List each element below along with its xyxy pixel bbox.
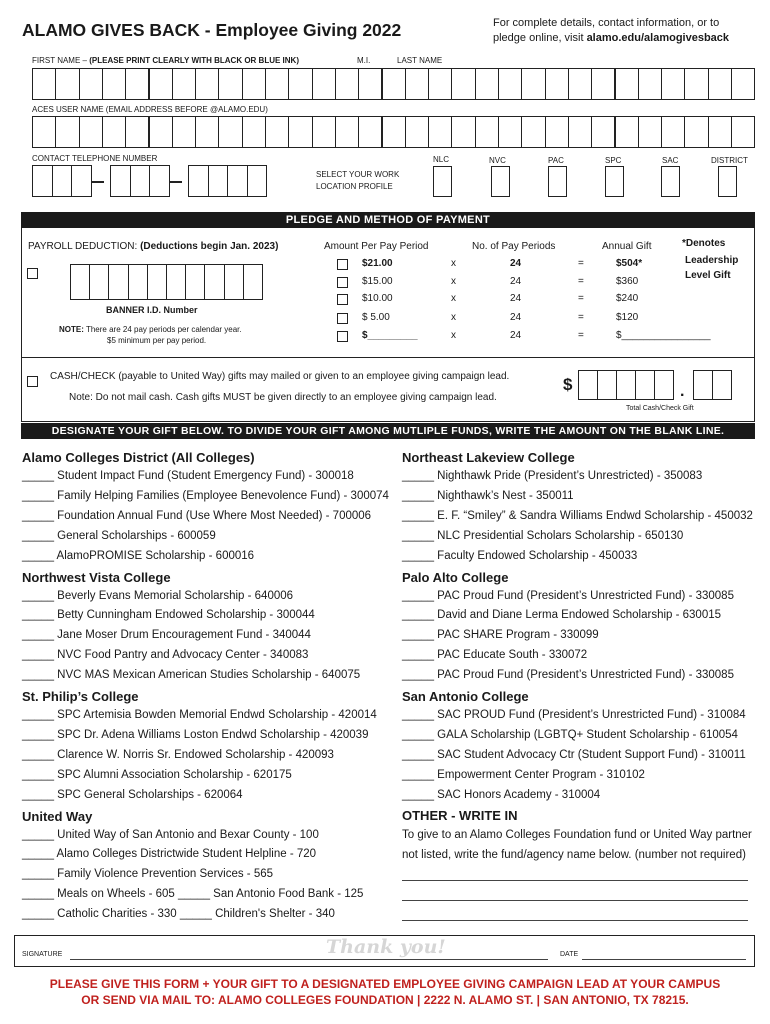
details-line-1: For complete details, contact information, or to <box>493 17 720 29</box>
fund-item[interactable]: _____ Faculty Endowed Scholarship - 450033 <box>402 549 638 562</box>
name-letter-box[interactable] <box>79 68 103 100</box>
fund-item[interactable]: _____ PAC Proud Fund (President’s Unrestricted Fund) - 330085 <box>402 669 734 682</box>
fund-item[interactable]: _____ NVC Food Pantry and Advocacy Center - 340083 <box>22 649 309 662</box>
write-in-line[interactable] <box>402 920 748 921</box>
name-letter-box[interactable] <box>55 68 79 100</box>
mi-label: M.I. <box>357 56 371 65</box>
phone-dash <box>92 181 104 183</box>
fund-item[interactable]: _____ Empowerment Center Program - 310102 <box>402 768 645 781</box>
phone-digit-box[interactable] <box>110 165 131 197</box>
banner-id-label: BANNER I.D. Number <box>106 305 198 315</box>
other-text-1: To give to an Alamo Colleges Foundation fund or United Way partner <box>402 829 752 841</box>
cash-cents-box[interactable] <box>712 370 732 400</box>
pledge-option-checkbox[interactable] <box>337 259 348 270</box>
name-letter-box[interactable] <box>545 68 569 100</box>
fund-item[interactable]: _____ Foundation Annual Fund (Use Where Most Needed) - 700006 <box>22 509 372 522</box>
cash-note: Note: Do not mail cash. Cash gifts MUST be given directly to an employee giving campaign lead. <box>69 392 497 403</box>
date-label: DATE <box>560 951 579 958</box>
section-heading: Northeast Lakeview College <box>402 450 575 465</box>
pledge-times: x <box>451 276 456 287</box>
fund-item[interactable]: _____ Meals on Wheels - 605 _____ San Antonio Food Bank - 125 <box>22 888 364 901</box>
phone-digit-box[interactable] <box>227 165 248 197</box>
fund-item[interactable]: _____ SPC Artemisia Bowden Memorial Endwd Scholarship - 420014 <box>22 709 377 721</box>
cash-digit-box[interactable] <box>635 370 655 400</box>
footer-line-2: OR SEND VIA MAIL TO: ALAMO COLLEGES FOUNDATION | 2222 N. ALAMO ST. | SAN ANTONIO, TX 78215. <box>81 993 689 1007</box>
pledge-times: x <box>451 330 456 341</box>
section-heading: San Antonio College <box>402 689 529 704</box>
pledge-option-checkbox[interactable] <box>337 294 348 305</box>
aces-letter-box[interactable] <box>428 116 452 148</box>
fund-item[interactable]: _____ Beverly Evans Memorial Scholarship - 640006 <box>22 589 294 602</box>
details-line-2: pledge online, visit alamo.edu/alamogivesback <box>493 32 730 44</box>
phone-dash <box>170 181 182 183</box>
fund-item[interactable]: _____ AlamoPROMISE Scholarship - 600016 <box>22 549 255 562</box>
fund-item[interactable]: _____ SAC Honors Academy - 310004 <box>402 788 601 801</box>
signature-label: SIGNATURE <box>22 951 63 958</box>
name-letter-box[interactable] <box>149 68 173 100</box>
write-in-line[interactable] <box>402 900 748 901</box>
location-prompt-line-1: SELECT YOUR WORK <box>316 170 400 179</box>
fund-item[interactable]: _____ United Way of San Antonio and Bexar County - 100 <box>22 828 319 841</box>
pledge-option-checkbox[interactable] <box>337 277 348 288</box>
name-letter-box[interactable] <box>242 68 266 100</box>
cash-digit-box[interactable] <box>616 370 636 400</box>
decimal-point: . <box>680 383 685 400</box>
aces-letter-box[interactable] <box>32 116 56 148</box>
fund-item[interactable]: _____ General Scholarships - 600059 <box>22 529 216 542</box>
name-letter-box[interactable] <box>708 68 732 100</box>
fund-item[interactable]: _____ GALA Scholarship (LGBTQ+ Student Scholarship - 610054 <box>402 728 738 741</box>
aces-label: ACES USER NAME (EMAIL ADDRESS BEFORE @ALAMO.EDU) <box>32 105 268 114</box>
pledge-amount: $_________ <box>362 330 418 341</box>
write-in-line[interactable] <box>402 880 748 881</box>
aces-letter-box[interactable] <box>661 116 685 148</box>
cash-cents-box[interactable] <box>693 370 713 400</box>
col-annual-header: Annual Gift <box>602 241 652 252</box>
section-heading: Alamo Colleges District (All Colleges) <box>22 450 255 465</box>
last-name-label: LAST NAME <box>397 56 443 65</box>
fund-item[interactable]: _____ Betty Cunningham Endowed Scholarship - 300044 <box>22 609 315 622</box>
name-letter-box[interactable] <box>615 68 639 100</box>
phone-digit-box[interactable] <box>149 165 170 197</box>
location-label-pac: PAC <box>548 156 564 165</box>
cash-digit-box[interactable] <box>578 370 598 400</box>
name-letter-box[interactable] <box>335 68 359 100</box>
name-letter-box[interactable] <box>358 68 382 100</box>
pledge-option-checkbox[interactable] <box>337 331 348 342</box>
phone-digit-box[interactable] <box>52 165 73 197</box>
location-prompt-line-2: LOCATION PROFILE <box>316 182 393 191</box>
aces-letter-box[interactable] <box>521 116 545 148</box>
aces-letter-box[interactable] <box>568 116 592 148</box>
aces-letter-box[interactable] <box>615 116 639 148</box>
fund-item[interactable]: _____ PAC SHARE Program - 330099 <box>402 629 599 642</box>
pledge-amount: $21.00 <box>362 258 393 269</box>
aces-letter-box[interactable] <box>312 116 336 148</box>
footer-line-1: PLEASE GIVE THIS FORM + YOUR GIFT TO A DESIGNATED EMPLOYEE GIVING CAMPAIGN LEAD AT YOUR CAMPUS <box>49 977 721 991</box>
cash-checkbox[interactable] <box>27 376 38 387</box>
pledge-divider <box>21 357 755 358</box>
aces-letter-box[interactable] <box>195 116 219 148</box>
pledge-periods: 24 <box>510 276 522 287</box>
location-label-spc: SPC <box>605 156 622 165</box>
fund-item[interactable]: _____ SAC Student Advocacy Ctr (Student Support Fund) - 310011 <box>402 748 746 761</box>
name-letter-box[interactable] <box>684 68 708 100</box>
location-box-nlc[interactable] <box>433 166 452 197</box>
phone-digit-box[interactable] <box>188 165 209 197</box>
aces-letter-box[interactable] <box>475 116 499 148</box>
pledge-periods: 24 <box>510 330 522 341</box>
pay-period-minimum: $5 minimum per pay period. <box>107 336 207 345</box>
location-label-nvc: NVC <box>489 156 506 165</box>
leadership-note-3: Level Gift <box>685 270 731 281</box>
location-box-district[interactable] <box>718 166 737 197</box>
aces-letter-box[interactable] <box>382 116 406 148</box>
name-letter-box[interactable] <box>731 68 755 100</box>
name-letter-box[interactable] <box>568 68 592 100</box>
name-letter-box[interactable] <box>32 68 56 100</box>
name-letter-box[interactable] <box>265 68 289 100</box>
aces-letter-box[interactable] <box>405 116 429 148</box>
cash-check-text: CASH/CHECK (payable to United Way) gifts may mailed or given to an employee giving campaign lead. <box>50 371 510 382</box>
pledge-times: x <box>451 312 456 323</box>
aces-letter-box[interactable] <box>358 116 382 148</box>
location-label-sac: SAC <box>662 156 679 165</box>
pledge-equals: = <box>578 330 584 341</box>
pledge-equals: = <box>578 312 584 323</box>
pledge-annual: $360 <box>616 276 639 287</box>
name-letter-box[interactable] <box>451 68 475 100</box>
aces-letter-box[interactable] <box>684 116 708 148</box>
pledge-periods: 24 <box>510 293 522 304</box>
name-letter-box[interactable] <box>382 68 406 100</box>
pledge-equals: = <box>578 276 584 287</box>
aces-letter-box[interactable] <box>335 116 359 148</box>
section-heading: Palo Alto College <box>402 569 509 585</box>
pledge-times: x <box>451 293 456 304</box>
signature-line[interactable] <box>70 959 548 960</box>
location-box-pac[interactable] <box>548 166 567 197</box>
aces-letter-box[interactable] <box>125 116 149 148</box>
aces-letter-box[interactable] <box>731 116 755 148</box>
name-letter-box[interactable] <box>475 68 499 100</box>
phone-digit-box[interactable] <box>32 165 53 197</box>
name-letter-box[interactable] <box>172 68 196 100</box>
cash-digit-box[interactable] <box>654 370 674 400</box>
aces-letter-box[interactable] <box>149 116 173 148</box>
location-label-district: DISTRICT <box>711 156 748 165</box>
banner-digit-box[interactable] <box>108 264 128 300</box>
other-heading: OTHER - WRITE IN <box>402 808 518 823</box>
phone-label: CONTACT TELEPHONE NUMBER <box>32 154 158 163</box>
fund-item[interactable]: _____ Family Violence Prevention Services - 565 <box>22 868 274 881</box>
fund-item[interactable]: _____ SPC Dr. Adena Williams Loston Endwd Scholarship - 420039 <box>22 728 369 741</box>
pledge-option-checkbox[interactable] <box>337 313 348 324</box>
banner-digit-box[interactable] <box>147 264 167 300</box>
aces-letter-box[interactable] <box>79 116 103 148</box>
fund-item[interactable]: _____ Student Impact Fund (Student Emergency Fund) - 300018 <box>22 470 354 482</box>
payroll-deduction-label: PAYROLL DEDUCTION: (Deductions begin Jan. 2023) <box>28 241 279 252</box>
thank-you-watermark: Thank you! <box>326 936 446 958</box>
location-box-nvc[interactable] <box>491 166 510 197</box>
cash-digit-box[interactable] <box>597 370 617 400</box>
fund-item[interactable]: _____ Clarence W. Norris Sr. Endowed Scholarship - 420093 <box>22 748 334 761</box>
location-box-sac[interactable] <box>661 166 680 197</box>
dollar-sign: $ <box>563 375 573 394</box>
col-periods-header: No. of Pay Periods <box>472 241 556 252</box>
pledge-amount: $15.00 <box>362 276 393 287</box>
fund-item[interactable]: _____ SPC Alumni Association Scholarship - 620175 <box>22 768 292 781</box>
aces-letter-box[interactable] <box>172 116 196 148</box>
aces-letter-box[interactable] <box>708 116 732 148</box>
aces-letter-box[interactable] <box>265 116 289 148</box>
phone-digit-box[interactable] <box>71 165 92 197</box>
pay-period-note: NOTE: There are 24 pay periods per calendar year. <box>59 325 242 334</box>
section-heading: St. Philip’s College <box>22 689 139 704</box>
banner-digit-box[interactable] <box>204 264 224 300</box>
fund-item[interactable]: _____ SAC PROUD Fund (President’s Unrestricted Fund) - 310084 <box>402 709 746 721</box>
payroll-checkbox[interactable] <box>27 268 38 279</box>
aces-letter-box[interactable] <box>218 116 242 148</box>
other-text-2: not listed, write the fund/agency name below. (number not required) <box>402 849 746 861</box>
name-letter-box[interactable] <box>428 68 452 100</box>
fund-item[interactable]: _____ Nighthawk’s Nest - 350011 <box>402 489 574 502</box>
aces-letter-box[interactable] <box>638 116 662 148</box>
name-letter-box[interactable] <box>591 68 615 100</box>
banner-digit-box[interactable] <box>89 264 109 300</box>
total-cash-label: Total Cash/Check Gift <box>626 405 694 412</box>
aces-letter-box[interactable] <box>545 116 569 148</box>
fund-item[interactable]: _____ Nighthawk Pride (President’s Unrestricted) - 350083 <box>402 470 703 482</box>
col-amount-header: Amount Per Pay Period <box>324 241 429 252</box>
fund-item[interactable]: _____ David and Diane Lerma Endowed Scholarship - 630015 <box>402 609 722 622</box>
name-letter-box[interactable] <box>102 68 126 100</box>
banner-digit-box[interactable] <box>70 264 90 300</box>
aces-letter-box[interactable] <box>242 116 266 148</box>
pledge-bar: PLEDGE AND METHOD OF PAYMENT <box>21 212 755 228</box>
pledge-amount: $ 5.00 <box>362 312 390 323</box>
aces-letter-box[interactable] <box>498 116 522 148</box>
fund-item[interactable]: _____ Catholic Charities - 330 _____ Children's Shelter - 340 <box>22 908 335 921</box>
fund-item[interactable]: _____ Alamo Colleges Districtwide Student Helpline - 720 <box>22 848 317 861</box>
fund-item[interactable]: _____ NLC Presidential Scholars Scholarship - 650130 <box>402 529 684 542</box>
location-box-spc[interactable] <box>605 166 624 197</box>
name-letter-box[interactable] <box>405 68 429 100</box>
aces-letter-box[interactable] <box>591 116 615 148</box>
aces-letter-box[interactable] <box>102 116 126 148</box>
aces-letter-box[interactable] <box>55 116 79 148</box>
name-letter-box[interactable] <box>288 68 312 100</box>
aces-letter-box[interactable] <box>288 116 312 148</box>
pledge-annual: $________________ <box>616 330 711 341</box>
details-url[interactable]: alamo.edu/alamogivesback <box>586 32 730 44</box>
phone-digit-box[interactable] <box>247 165 268 197</box>
phone-digit-box[interactable] <box>208 165 229 197</box>
pledge-periods: 24 <box>510 312 522 323</box>
fund-item[interactable]: _____ E. F. “Smiley” & Sandra Williams Endwd Scholarship - 450032 <box>402 509 753 522</box>
location-label-nlc: NLC <box>433 155 450 164</box>
leadership-note-1: *Denotes <box>682 238 726 249</box>
pledge-equals: = <box>578 258 584 269</box>
banner-digit-box[interactable] <box>224 264 244 300</box>
phone-digit-box[interactable] <box>130 165 151 197</box>
fund-item[interactable]: _____ Jane Moser Drum Encouragement Fund - 340044 <box>22 629 311 642</box>
fund-item[interactable]: _____ Family Helping Families (Employee Benevolence Fund) - 300074 <box>22 489 389 502</box>
leadership-note-2: Leadership <box>685 255 739 266</box>
banner-digit-box[interactable] <box>128 264 148 300</box>
banner-digit-box[interactable] <box>185 264 205 300</box>
fund-item[interactable]: _____ PAC Proud Fund (President’s Unrestricted Fund) - 330085 <box>402 589 734 602</box>
pledge-annual: $504* <box>616 258 643 269</box>
name-letter-box[interactable] <box>312 68 336 100</box>
section-heading: United Way <box>22 808 93 824</box>
pledge-annual: $120 <box>616 312 639 323</box>
aces-letter-box[interactable] <box>451 116 475 148</box>
section-heading: Northwest Vista College <box>22 569 171 585</box>
name-letter-box[interactable] <box>661 68 685 100</box>
name-letter-box[interactable] <box>218 68 242 100</box>
fund-item[interactable]: _____ NVC MAS Mexican American Studies Scholarship - 640075 <box>22 669 361 682</box>
pledge-amount: $10.00 <box>362 293 393 304</box>
name-letter-box[interactable] <box>638 68 662 100</box>
banner-digit-box[interactable] <box>243 264 263 300</box>
pledge-periods: 24 <box>510 258 522 269</box>
first-name-label: FIRST NAME – (PLEASE PRINT CLEARLY WITH BLACK OR BLUE INK) <box>32 56 299 65</box>
fund-item[interactable]: _____ SPC General Scholarships - 620064 <box>22 788 243 801</box>
name-letter-box[interactable] <box>195 68 219 100</box>
pledge-times: x <box>451 258 456 269</box>
banner-digit-box[interactable] <box>166 264 186 300</box>
name-letter-box[interactable] <box>521 68 545 100</box>
name-letter-box[interactable] <box>125 68 149 100</box>
pledge-annual: $240 <box>616 293 639 304</box>
fund-item[interactable]: _____ PAC Educate South - 330072 <box>402 649 588 662</box>
name-letter-box[interactable] <box>498 68 522 100</box>
pledge-equals: = <box>578 293 584 304</box>
designate-bar: DESIGNATE YOUR GIFT BELOW. TO DIVIDE YOUR GIFT AMONG MUTLIPLE FUNDS, WRITE THE AMOUNT ON THE BLANK LINE. <box>21 423 755 439</box>
form-title: ALAMO GIVES BACK - Employee Giving 2022 <box>22 20 402 40</box>
date-line[interactable] <box>582 959 746 960</box>
